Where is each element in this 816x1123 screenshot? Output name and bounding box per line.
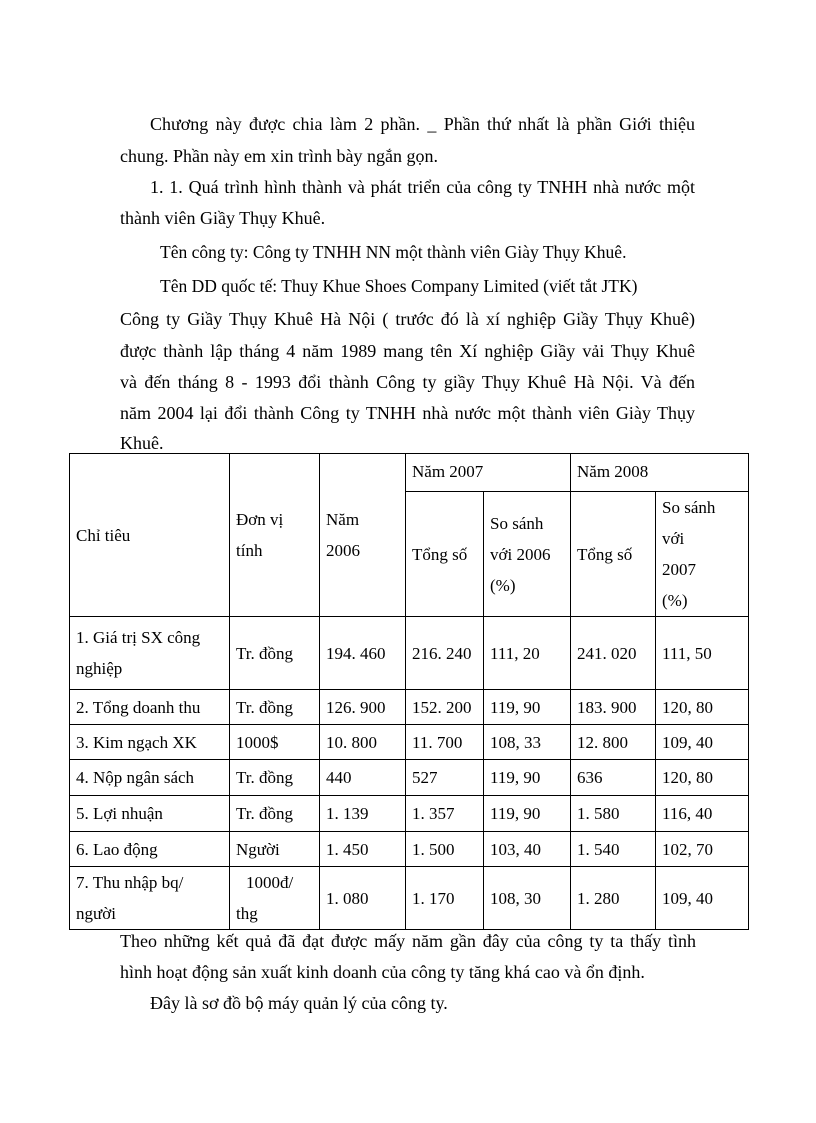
paragraph-intro-line-1: Chương này được chia làm 2 phần. _ Phần thứ nhất là phần Giới thiệu bbox=[150, 114, 695, 134]
row-total-2007: 1. 357 bbox=[406, 796, 484, 832]
header-compare-2007: So sánh với 2006 (%) bbox=[484, 492, 571, 617]
company-name-line: Tên công ty: Công ty TNHH NN một thành viên Giày Thụy Khuê. bbox=[160, 242, 627, 262]
result-line-2: hình hoạt động sản xuất kinh doanh của công ty tăng khá cao và ổn định. bbox=[120, 962, 645, 982]
table-row bbox=[70, 690, 749, 725]
row-total-2007: 11. 700 bbox=[406, 725, 484, 760]
history-line-4: năm 2004 lại đổi thành Công ty TNHH nhà nước một thành viên Giày Thụy bbox=[120, 403, 695, 423]
row-total-2007: 1. 500 bbox=[406, 832, 484, 867]
row-2006: 1. 450 bbox=[320, 832, 406, 867]
row-pct-2008: 102, 70 bbox=[656, 832, 749, 867]
result-line-1: Theo những kết quả đã đạt được mấy năm gần đây của công ty ta thấy tình bbox=[120, 931, 696, 951]
header-year-2008: Năm 2008 bbox=[571, 454, 749, 492]
history-line-2: được thành lập tháng 4 năm 1989 mang tên Xí nghiệp Giầy vải Thụy Khuê bbox=[120, 341, 695, 361]
table-row bbox=[70, 832, 749, 867]
row-pct-2007: 103, 40 bbox=[484, 832, 571, 867]
row-indicator: 4. Nộp ngân sách bbox=[70, 760, 230, 796]
row-pct-2007: 119, 90 bbox=[484, 690, 571, 725]
row-pct-2007: 108, 30 bbox=[484, 867, 571, 930]
row-2006: 1. 139 bbox=[320, 796, 406, 832]
header-compare-2008: So sánh với 2007 (%) bbox=[656, 492, 749, 617]
row-pct-2007: 119, 90 bbox=[484, 796, 571, 832]
row-unit: Tr. đồng bbox=[230, 796, 320, 832]
row-pct-2008: 120, 80 bbox=[656, 690, 749, 725]
row-unit: Tr. đồng bbox=[230, 760, 320, 796]
row-total-2007: 216. 240 bbox=[406, 617, 484, 690]
row-total-2008: 12. 800 bbox=[571, 725, 656, 760]
header-total-2007: Tổng số bbox=[406, 492, 484, 617]
row-pct-2007: 108, 33 bbox=[484, 725, 571, 760]
row-pct-2008: 109, 40 bbox=[656, 725, 749, 760]
row-pct-2008: 120, 80 bbox=[656, 760, 749, 796]
table-row bbox=[70, 617, 749, 690]
paragraph-intro-line-2: chung. Phần này em xin trình bày ngắn gọn. bbox=[120, 146, 438, 166]
header-year-2006: Năm 2006 bbox=[320, 454, 406, 617]
section-heading-line-2: thành viên Giầy Thụy Khuê. bbox=[120, 208, 326, 228]
row-total-2008: 241. 020 bbox=[571, 617, 656, 690]
row-total-2008: 183. 900 bbox=[571, 690, 656, 725]
row-total-2007: 527 bbox=[406, 760, 484, 796]
row-pct-2008: 116, 40 bbox=[656, 796, 749, 832]
section-heading-line-1: 1. 1. Quá trình hình thành và phát triển của công ty TNHH nhà nước một bbox=[150, 177, 695, 197]
header-year-2007: Năm 2007 bbox=[406, 454, 571, 492]
row-indicator: 6. Lao động bbox=[70, 832, 230, 867]
row-2006: 10. 800 bbox=[320, 725, 406, 760]
row-unit: 1000$ bbox=[230, 725, 320, 760]
row-total-2008: 1. 580 bbox=[571, 796, 656, 832]
table-row bbox=[70, 725, 749, 760]
row-indicator: 3. Kim ngạch XK bbox=[70, 725, 230, 760]
diagram-intro-line: Đây là sơ đồ bộ máy quản lý của công ty. bbox=[150, 993, 448, 1013]
history-line-5: Khuê. bbox=[120, 433, 164, 453]
row-indicator: 2. Tổng doanh thu bbox=[70, 690, 230, 725]
row-unit: Người bbox=[230, 832, 320, 867]
international-name-line: Tên DD quốc tế: Thuy Khue Shoes Company Limited (viết tắt JTK) bbox=[160, 276, 638, 296]
header-unit: Đơn vị tính bbox=[230, 454, 320, 617]
row-unit: 1000đ/ thg bbox=[230, 867, 320, 930]
row-2006: 440 bbox=[320, 760, 406, 796]
history-line-3: và đến tháng 8 - 1993 đổi thành Công ty giầy Thụy Khuê Hà Nội. Và đến bbox=[120, 372, 695, 392]
row-indicator: 1. Giá trị SX công nghiệp bbox=[70, 617, 230, 690]
table-row bbox=[70, 796, 749, 832]
table-row bbox=[70, 760, 749, 796]
row-pct-2008: 111, 50 bbox=[656, 617, 749, 690]
header-indicator: Chỉ tiêu bbox=[70, 454, 230, 617]
table-row bbox=[70, 867, 749, 930]
table-header-row-1 bbox=[70, 454, 749, 492]
row-total-2008: 1. 540 bbox=[571, 832, 656, 867]
row-indicator: 5. Lợi nhuận bbox=[70, 796, 230, 832]
row-2006: 194. 460 bbox=[320, 617, 406, 690]
row-total-2008: 636 bbox=[571, 760, 656, 796]
row-unit: Tr. đồng bbox=[230, 617, 320, 690]
row-2006: 126. 900 bbox=[320, 690, 406, 725]
business-results-table bbox=[69, 453, 749, 930]
row-total-2008: 1. 280 bbox=[571, 867, 656, 930]
row-2006: 1. 080 bbox=[320, 867, 406, 930]
row-total-2007: 1. 170 bbox=[406, 867, 484, 930]
row-unit: Tr. đồng bbox=[230, 690, 320, 725]
history-line-1: Công ty Giầy Thụy Khuê Hà Nội ( trước đó là xí nghiệp Giầy Thụy Khuê) bbox=[120, 309, 695, 329]
header-total-2008: Tổng số bbox=[571, 492, 656, 617]
row-total-2007: 152. 200 bbox=[406, 690, 484, 725]
row-pct-2007: 119, 90 bbox=[484, 760, 571, 796]
row-pct-2007: 111, 20 bbox=[484, 617, 571, 690]
row-indicator: 7. Thu nhập bq/ người bbox=[70, 867, 230, 930]
row-pct-2008: 109, 40 bbox=[656, 867, 749, 930]
